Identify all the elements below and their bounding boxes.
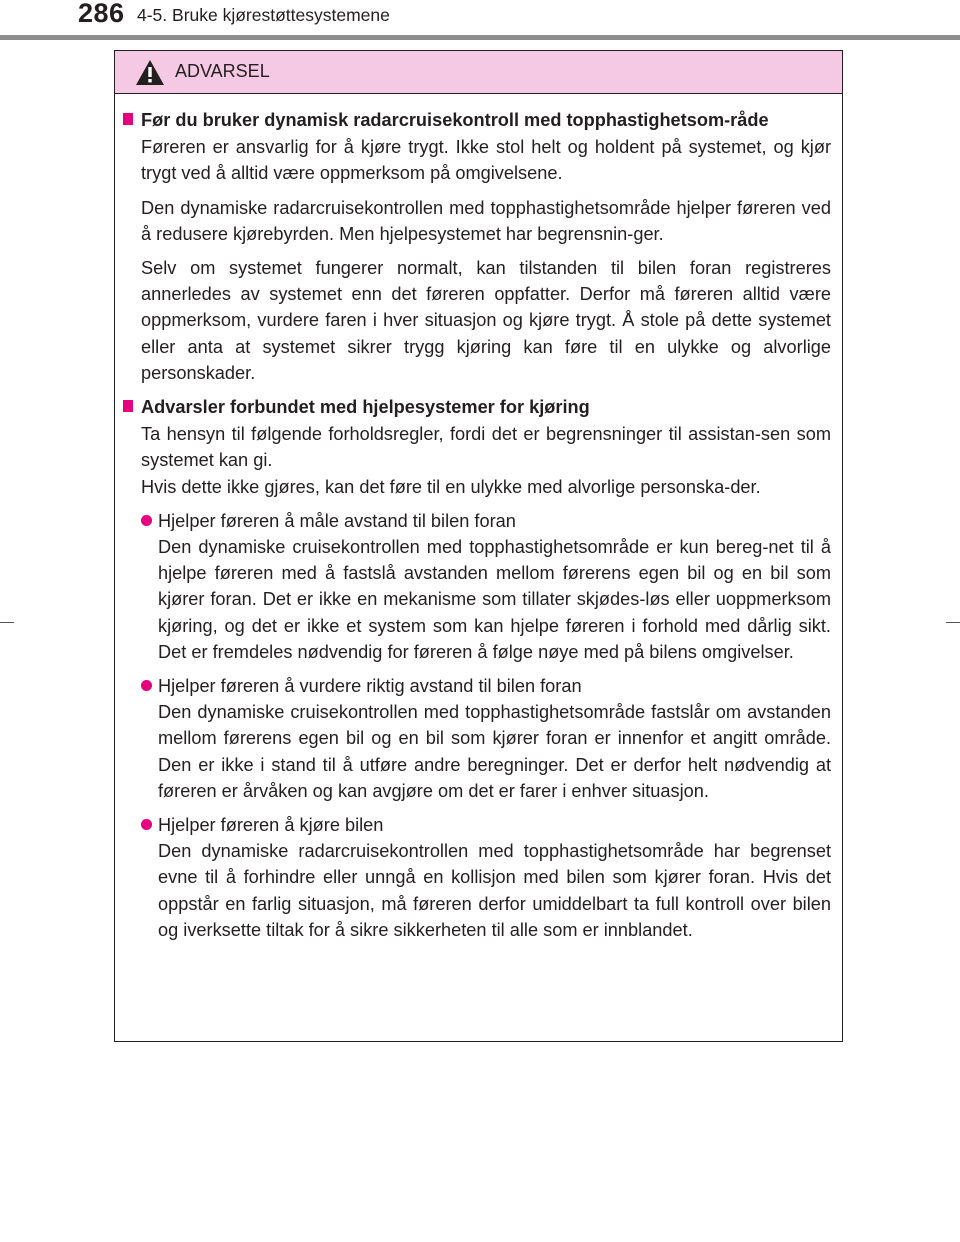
paragraph: Den dynamiske radarcruisekontrollen med topphastighetsområde hjelper føreren ved å redusere kjørebyrden. Men hjelpesystemet har begrensnin-ger. — [141, 197, 831, 244]
section-heading — [123, 107, 831, 133]
circle-bullet-icon — [141, 819, 152, 830]
warning-box — [114, 50, 843, 1042]
list-item — [141, 673, 831, 804]
warning-triangle-icon — [135, 59, 165, 86]
square-bullet-icon — [123, 400, 133, 412]
page-number: 286 — [78, 0, 125, 28]
crop-mark-left — [0, 622, 14, 623]
section-heading — [123, 394, 831, 420]
paragraph: Hvis dette ikke gjøres, kan det føre til en ulykke med alvorlige personska-der. — [141, 476, 761, 497]
list-item — [141, 508, 831, 665]
crop-mark-right — [946, 622, 960, 623]
list-item-title: Hjelper føreren å måle avstand til bilen foran — [158, 510, 516, 531]
circle-bullet-icon — [141, 680, 152, 691]
list-item-title: Hjelper føreren å kjøre bilen — [158, 815, 384, 836]
list-item — [141, 812, 831, 943]
warning-content — [115, 94, 842, 943]
circle-bullet-icon — [141, 515, 152, 526]
warning-label: ADVARSEL — [175, 61, 270, 81]
warning-header — [115, 51, 842, 94]
list-item-text: Den dynamiske cruisekontrollen med topphastighetsområde er kun bereg-net til å hjelpe føreren med å fastslå avstanden mellom førerens egen bil og en bil som kjører foran. Det er ikke en mekanisme som tillater skjødes-løs eller uoppmerksom kjøring, og det er ikke et system som kan hjelpe føreren i forhold med dårlig sikt. Det er fremdeles nødvendig for føreren å følge nøye med på bilens omgivelser. — [158, 537, 831, 662]
header-rule — [0, 35, 960, 40]
paragraph: Ta hensyn til følgende forholdsregler, fordi det er begrensninger til assistan-sen som systemet kan gi. — [141, 424, 831, 471]
section-title: 4-5. Bruke kjørestøttesystemene — [137, 5, 390, 25]
section-heading-text: Advarsler forbundet med hjelpesystemer for kjøring — [141, 397, 590, 418]
square-bullet-icon — [123, 113, 133, 125]
list-item-title: Hjelper føreren å vurdere riktig avstand til bilen foran — [158, 676, 582, 697]
list-item-text: Den dynamiske radarcruisekontrollen med topphastighetsområde har begrenset evne til å forhindre eller unngå en kollisjon med bilen som kjører foran. Hvis det oppstår en farlig situasjon, må føreren derfor umiddelbart ta full kontroll over bilen og iverksette tiltak for å sikre sikkerheten til alle som er innblandet. — [158, 841, 831, 940]
paragraph: Føreren er ansvarlig for å kjøre trygt. Ikke stol helt og holdent på systemet, og kjør trygt ved å alltid være oppmerksom på omgivelsene. — [141, 137, 831, 184]
section-heading-text: Før du bruker dynamisk radarcruisekontroll med topphastighetsom-råde — [141, 110, 769, 130]
list-item-text: Den dynamiske cruisekontrollen med topphastighetsområde fastslår om avstanden mellom førerens egen bil og en bil som kjører foran er innenfor et angitt område. Den er ikke i stand til å utføre andre beregninger. Det er derfor helt nødvendig at føreren er årvåken og kan avgjøre om det er farer i enhver situasjon. — [158, 702, 831, 801]
paragraph: Selv om systemet fungerer normalt, kan tilstanden til bilen foran registreres annerledes av systemet enn det føreren oppfatter. Derfor må føreren alltid være oppmerksom, vurdere faren i hver situasjon og kjøre trygt. Å stole på dette systemet eller anta at systemet sikrer trygg kjøring kan føre til en ulykke og alvorlige personskader. — [141, 258, 831, 383]
